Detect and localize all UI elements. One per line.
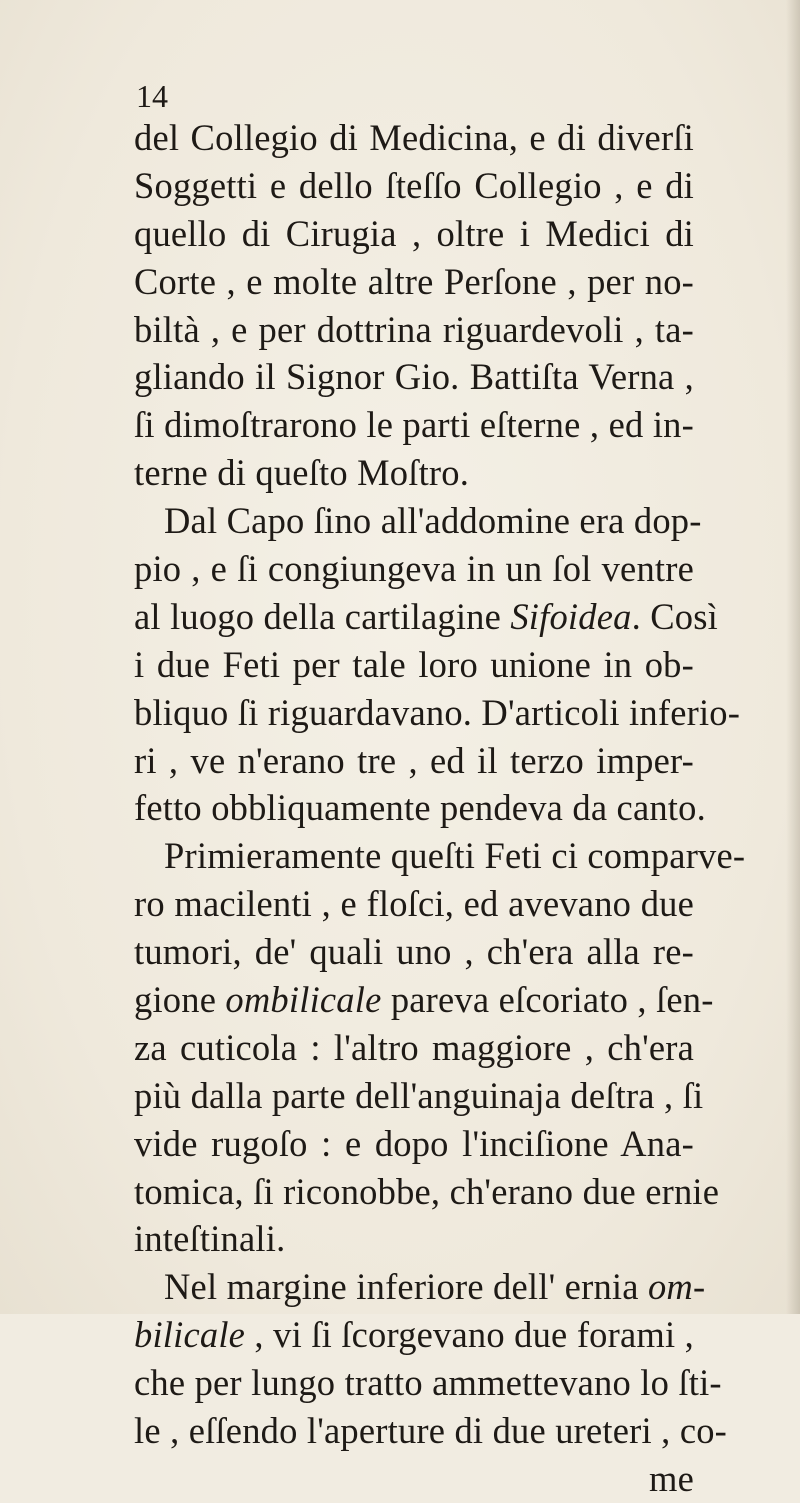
text-segment: tumori, de' quali uno , ch'era alla re- <box>134 931 694 973</box>
text-line <box>134 1455 694 1503</box>
text-segment: me <box>649 1457 694 1499</box>
text-line <box>134 1168 720 1216</box>
text-line <box>134 1120 694 1168</box>
text-line <box>134 449 694 497</box>
text-line <box>134 689 741 737</box>
text-line <box>134 1072 704 1120</box>
text-line <box>134 401 694 449</box>
text-segment: quello di Cirugia , oltre i Medici di <box>134 212 694 254</box>
text-segment: za cuticola : l'altro maggiore , ch'era <box>134 1026 694 1068</box>
text-segment: bliquo ſi riguardavano. D'articoli inferio- <box>134 691 741 733</box>
text-segment: del Collegio di Medicina, e di diverſi <box>134 117 694 158</box>
text-segment: Corte , e molte altre Perſone , per no- <box>134 260 694 302</box>
text-segment: che per lungo tratto ammettevano lo ſti- <box>134 1362 722 1404</box>
text-segment: gione <box>134 979 226 1021</box>
italic-term: ombilicale <box>225 979 382 1021</box>
text-line <box>134 497 702 545</box>
text-segment: Dal Capo ſino all'addomine era dop- <box>164 500 702 542</box>
text-segment: le , eſſendo l'aperture di due ureteri , co- <box>134 1410 728 1452</box>
italic-term: bilicale <box>134 1314 246 1356</box>
text-segment: terne di queſto Moſtro. <box>134 452 470 494</box>
text-segment: gliando il Signor Gio. Battiſta Verna , <box>134 356 694 398</box>
text-line <box>134 162 694 210</box>
page-edge-shadow <box>786 0 800 1314</box>
text-line <box>134 1215 694 1263</box>
body-text <box>134 114 746 1503</box>
text-segment: , vi ſi ſcorgevano due forami , <box>245 1314 694 1356</box>
text-line <box>134 1407 728 1455</box>
text-segment: Primieramente queſti Feti ci comparve- <box>164 835 746 877</box>
text-segment: ſi dimoſtrarono le parti eſterne , ed in- <box>134 404 694 446</box>
italic-term: om- <box>647 1266 706 1308</box>
text-segment: ri , ve n'erano tre , ed il terzo imper- <box>134 739 694 781</box>
text-segment: tomica, ſi riconobbe, ch'erano due ernie <box>134 1170 720 1212</box>
text-line <box>134 880 694 928</box>
text-line <box>134 784 706 832</box>
text-segment: fetto obbliquamente pendeva da canto. <box>134 787 706 829</box>
text-segment: Nel margine inferiore dell' ernia <box>164 1266 648 1308</box>
italic-term: Sifoidea <box>510 595 632 637</box>
text-segment: al luogo della cartilagine <box>134 595 511 637</box>
text-line <box>134 593 718 641</box>
text-segment: vide rugoſo : e dopo l'inciſione Ana- <box>134 1122 694 1164</box>
text-line <box>134 1263 706 1311</box>
text-line <box>134 1359 722 1407</box>
text-line <box>134 258 694 306</box>
text-line <box>134 641 694 689</box>
text-line <box>134 832 746 880</box>
text-segment: i due Feti per tale loro unione in ob- <box>134 643 694 685</box>
text-line <box>134 976 714 1024</box>
text-segment: più dalla parte dell'anguinaja deſtra , ſi <box>134 1074 704 1116</box>
text-line <box>134 928 694 976</box>
text-line <box>134 737 694 785</box>
text-line <box>134 306 694 354</box>
text-segment: ro macilenti , e floſci, ed avevano due <box>134 883 694 925</box>
text-segment: Soggetti e dello ſteſſo Collegio , e di <box>134 164 694 206</box>
text-line <box>134 1311 694 1359</box>
text-line <box>134 545 694 593</box>
text-segment: . Così <box>631 595 718 637</box>
text-line <box>134 210 694 258</box>
text-segment: inteſtinali. <box>134 1218 286 1260</box>
text-segment: biltà , e per dottrina riguardevoli , ta- <box>134 308 694 350</box>
text-segment: pareva eſcoriato , ſen- <box>381 979 714 1021</box>
text-line <box>134 353 694 401</box>
text-segment: pio , e ſi congiungeva in un ſol ventre <box>134 548 694 590</box>
page-number: 14 <box>136 78 168 114</box>
text-line <box>134 114 694 162</box>
text-line <box>134 1024 694 1072</box>
